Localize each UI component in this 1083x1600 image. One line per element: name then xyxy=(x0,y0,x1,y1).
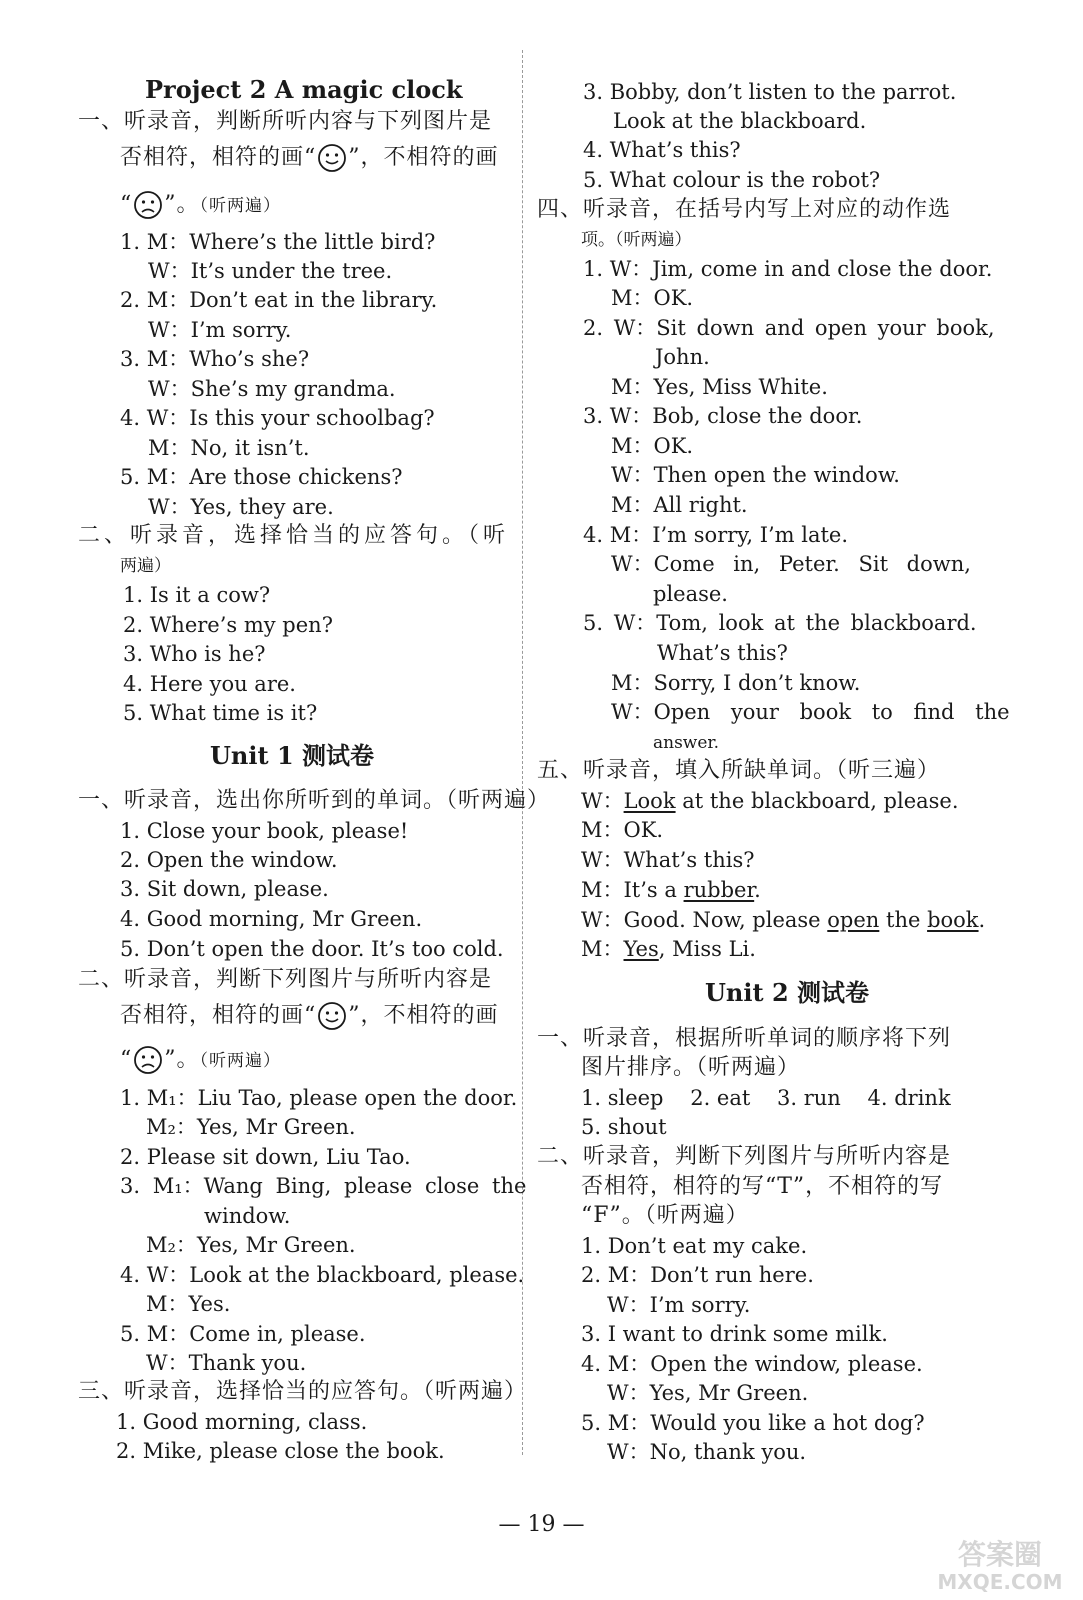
u1q2-line: 5. M：Come in, please. xyxy=(120,1322,366,1346)
u1q2-heading-note: （听两遍） xyxy=(199,1051,281,1071)
u2q2-line: W：I’m sorry. xyxy=(607,1293,751,1317)
q1-heading-text: ”。 xyxy=(164,192,200,217)
dialogue-text: M：It’s a xyxy=(581,878,684,902)
q1-heading-line3 xyxy=(120,190,281,220)
q1-heading-text: 否相符，相符的画“ xyxy=(120,145,317,170)
u1q2-heading-text: ”，不相符的画 xyxy=(348,1003,499,1028)
column-divider xyxy=(522,50,523,1455)
u1q2-line: 4. W：Look at the blackboard, please. xyxy=(120,1263,525,1287)
u2q2-line: W：Yes, Mr Green. xyxy=(607,1381,809,1405)
u1q2-line: M₂：Yes, Mr Green. xyxy=(146,1233,356,1257)
u1q2-line: M：Yes. xyxy=(146,1292,231,1316)
u1q4-line: M：All right. xyxy=(611,493,748,517)
u2q2-line: 2. M：Don’t run here. xyxy=(581,1263,814,1287)
u1q3-heading: 三、听录音，选择恰当的应答句。（听两遍） xyxy=(78,1379,528,1404)
q2-line: 3. Who is he? xyxy=(123,642,266,666)
u1q2-line: window. xyxy=(204,1204,291,1228)
page-number: — 19 — xyxy=(498,1512,585,1537)
dialogue-speaker: W： xyxy=(581,789,624,813)
u1q1-line: 4. Good morning, Mr Green. xyxy=(120,907,423,931)
unit2-title: Unit 2 测试卷 xyxy=(705,978,869,1007)
q1-line: 5. M：Are those chickens? xyxy=(120,465,403,489)
q1-line: 3. M：Who’s she? xyxy=(120,347,310,371)
svg-text:答案圈: 答案圈 xyxy=(957,1538,1043,1571)
u1q4-line: 3. W：Bob, close the door. xyxy=(583,404,863,428)
dialogue-text: . xyxy=(978,908,986,932)
u1q1-line: 1. Close your book, please! xyxy=(120,819,409,843)
filled-answer: Look xyxy=(623,789,676,813)
u1q2-heading-text: “ xyxy=(120,1047,133,1072)
q1-heading-note: （听两遍） xyxy=(199,196,281,216)
smiley-face-icon xyxy=(317,1001,347,1031)
u1q4-line: please. xyxy=(653,582,728,606)
q1-line: W：It’s under the tree. xyxy=(148,259,393,283)
u1q3-line: 3. Bobby, don’t listen to the parrot. xyxy=(583,80,957,104)
u2q1-line: 1. sleep 2. eat 3. run 4. drink xyxy=(581,1086,951,1110)
u1q4-line: W：Come in, Peter. Sit down, xyxy=(611,552,971,576)
u2q2-heading-line1: 二、听录音，判断下列图片与所听内容是 xyxy=(537,1144,952,1169)
u2q1-heading-line2: 图片排序。（听两遍） xyxy=(581,1055,801,1080)
u1q2-heading-line1: 二、听录音，判断下列图片与所听内容是 xyxy=(78,967,493,992)
u1q5-line xyxy=(581,787,959,815)
u1q2-heading-text: ”。 xyxy=(164,1047,200,1072)
svg-text:MXQE.COM: MXQE.COM xyxy=(937,1570,1063,1594)
filled-answer: book xyxy=(927,908,979,932)
project-title: Project 2 A magic clock xyxy=(145,75,463,104)
u1q4-line: M：OK. xyxy=(611,434,694,458)
q1-heading-text: “ xyxy=(120,192,133,217)
dialogue-text: W：Good. Now, please xyxy=(581,908,828,932)
u1q3-line: 5. What colour is the robot? xyxy=(583,168,881,192)
u2q2-line: 3. I want to drink some milk. xyxy=(581,1322,888,1346)
u2q2-heading-line3: “F”。（听两遍） xyxy=(581,1203,749,1228)
q1-line: W：Yes, they are. xyxy=(148,495,334,519)
u1q5-heading: 五、听录音，填入所缺单词。（听三遍） xyxy=(537,758,941,783)
q2-line: 4. Here you are. xyxy=(123,672,296,696)
u1q5-line: M：OK. xyxy=(581,818,664,842)
u2q2-line: 1. Don’t eat my cake. xyxy=(581,1234,808,1258)
u1q4-line: 5. W：Tom, look at the blackboard. xyxy=(583,611,977,635)
sad-face-icon xyxy=(133,190,163,220)
u1q4-line: M：Yes, Miss White. xyxy=(611,375,828,399)
q1-heading-text: ”，不相符的画 xyxy=(348,145,499,170)
u1q3-line: Look at the blackboard. xyxy=(613,109,867,133)
dialogue-text: at the blackboard, please. xyxy=(675,789,959,813)
u1q5-line: W：What’s this? xyxy=(581,848,755,872)
q1-heading-line1: 一、听录音，判断所听内容与下列图片是 xyxy=(78,109,493,134)
u1q4-line: W：Open your book to find the xyxy=(611,700,1010,724)
filled-answer: rubber xyxy=(683,878,755,902)
u1q3-line: 4. What’s this? xyxy=(583,138,741,162)
q1-line: 4. W：Is this your schoolbag? xyxy=(120,406,435,430)
sad-face-icon xyxy=(133,1045,163,1075)
dialogue-speaker: M： xyxy=(581,937,624,961)
u1q2-line: 1. M₁：Liu Tao, please open the door. xyxy=(120,1086,518,1110)
dialogue-text: . xyxy=(754,878,761,902)
u1q1-line: 5. Don’t open the door. It’s too cold. xyxy=(120,937,504,961)
u1q5-line xyxy=(581,876,761,904)
u1q4-heading-line2: 项。（听两遍） xyxy=(581,230,692,250)
u1q4-line: M：OK. xyxy=(611,286,694,310)
filled-answer: Yes xyxy=(623,937,659,961)
q1-line: W：I’m sorry. xyxy=(148,318,292,342)
u2q1-heading-line1: 一、听录音，根据所听单词的顺序将下列 xyxy=(537,1026,952,1051)
u1q2-heading-line3 xyxy=(120,1045,281,1075)
u1q4-heading-line1: 四、听录音，在括号内写上对应的动作选 xyxy=(537,197,952,222)
q1-line: M：No, it isn’t. xyxy=(148,436,310,460)
u1q2-heading-text: 否相符，相符的画“ xyxy=(120,1003,317,1028)
u1q2-line: M₂：Yes, Mr Green. xyxy=(146,1115,356,1139)
u1q1-line: 2. Open the window. xyxy=(120,848,338,872)
u2q2-line: W：No, thank you. xyxy=(607,1440,807,1464)
u2q2-line: 5. M：Would you like a hot dog? xyxy=(581,1411,925,1435)
dialogue-text: , Miss Li. xyxy=(658,937,756,961)
u1q4-line: 2. W：Sit down and open your book, xyxy=(583,316,995,340)
u1q4-line: answer. xyxy=(653,733,720,753)
q2-line: 2. Where’s my pen? xyxy=(123,613,333,637)
q2-line: 1. Is it a cow? xyxy=(123,583,271,607)
u1q3-line: 2. Mike, please close the book. xyxy=(116,1439,445,1463)
q1-heading-line2 xyxy=(120,143,499,173)
u1q4-line: 1. W：Jim, come in and close the door. xyxy=(583,257,993,281)
u2q2-heading-line2: 否相符，相符的写“T”，不相符的写 xyxy=(581,1174,944,1199)
q1-line: 1. M：Where’s the little bird? xyxy=(120,230,436,254)
dialogue-text: the xyxy=(879,908,928,932)
u1q2-line: 2. Please sit down, Liu Tao. xyxy=(120,1145,411,1169)
u2q2-line: 4. M：Open the window, please. xyxy=(581,1352,923,1376)
q2-heading-line2: 两遍） xyxy=(120,556,171,576)
u1q4-line: What’s this? xyxy=(657,641,788,665)
q2-heading-line1: 二、听录音，选择恰当的应答句。（听 xyxy=(78,523,510,548)
smiley-face-icon xyxy=(317,143,347,173)
u1q3-line: 1. Good morning, class. xyxy=(116,1410,368,1434)
u1q5-line xyxy=(581,906,985,934)
watermark-logo xyxy=(925,1534,1075,1596)
q1-line: 2. M：Don’t eat in the library. xyxy=(120,288,438,312)
filled-answer: open xyxy=(827,908,880,932)
u1q4-line: M：Sorry, I don’t know. xyxy=(611,671,861,695)
u1q2-line: 3. M₁：Wang Bing, please close the xyxy=(120,1174,527,1198)
u2q1-line: 5. shout xyxy=(581,1115,667,1139)
u1q1-line: 3. Sit down, please. xyxy=(120,877,329,901)
q2-line: 5. What time is it? xyxy=(123,701,318,725)
q1-line: W：She’s my grandma. xyxy=(148,377,396,401)
u1q2-line: W：Thank you. xyxy=(146,1351,307,1375)
unit1-title: Unit 1 测试卷 xyxy=(210,741,374,770)
u1q1-heading: 一、听录音，选出你所听到的单词。（听两遍） xyxy=(78,788,551,813)
u1q2-heading-line2 xyxy=(120,1001,499,1031)
u1q4-line: John. xyxy=(655,345,710,369)
u1q4-line: W：Then open the window. xyxy=(611,463,900,487)
u1q5-line xyxy=(581,935,756,963)
u1q4-line: 4. M：I’m sorry, I’m late. xyxy=(583,523,849,547)
